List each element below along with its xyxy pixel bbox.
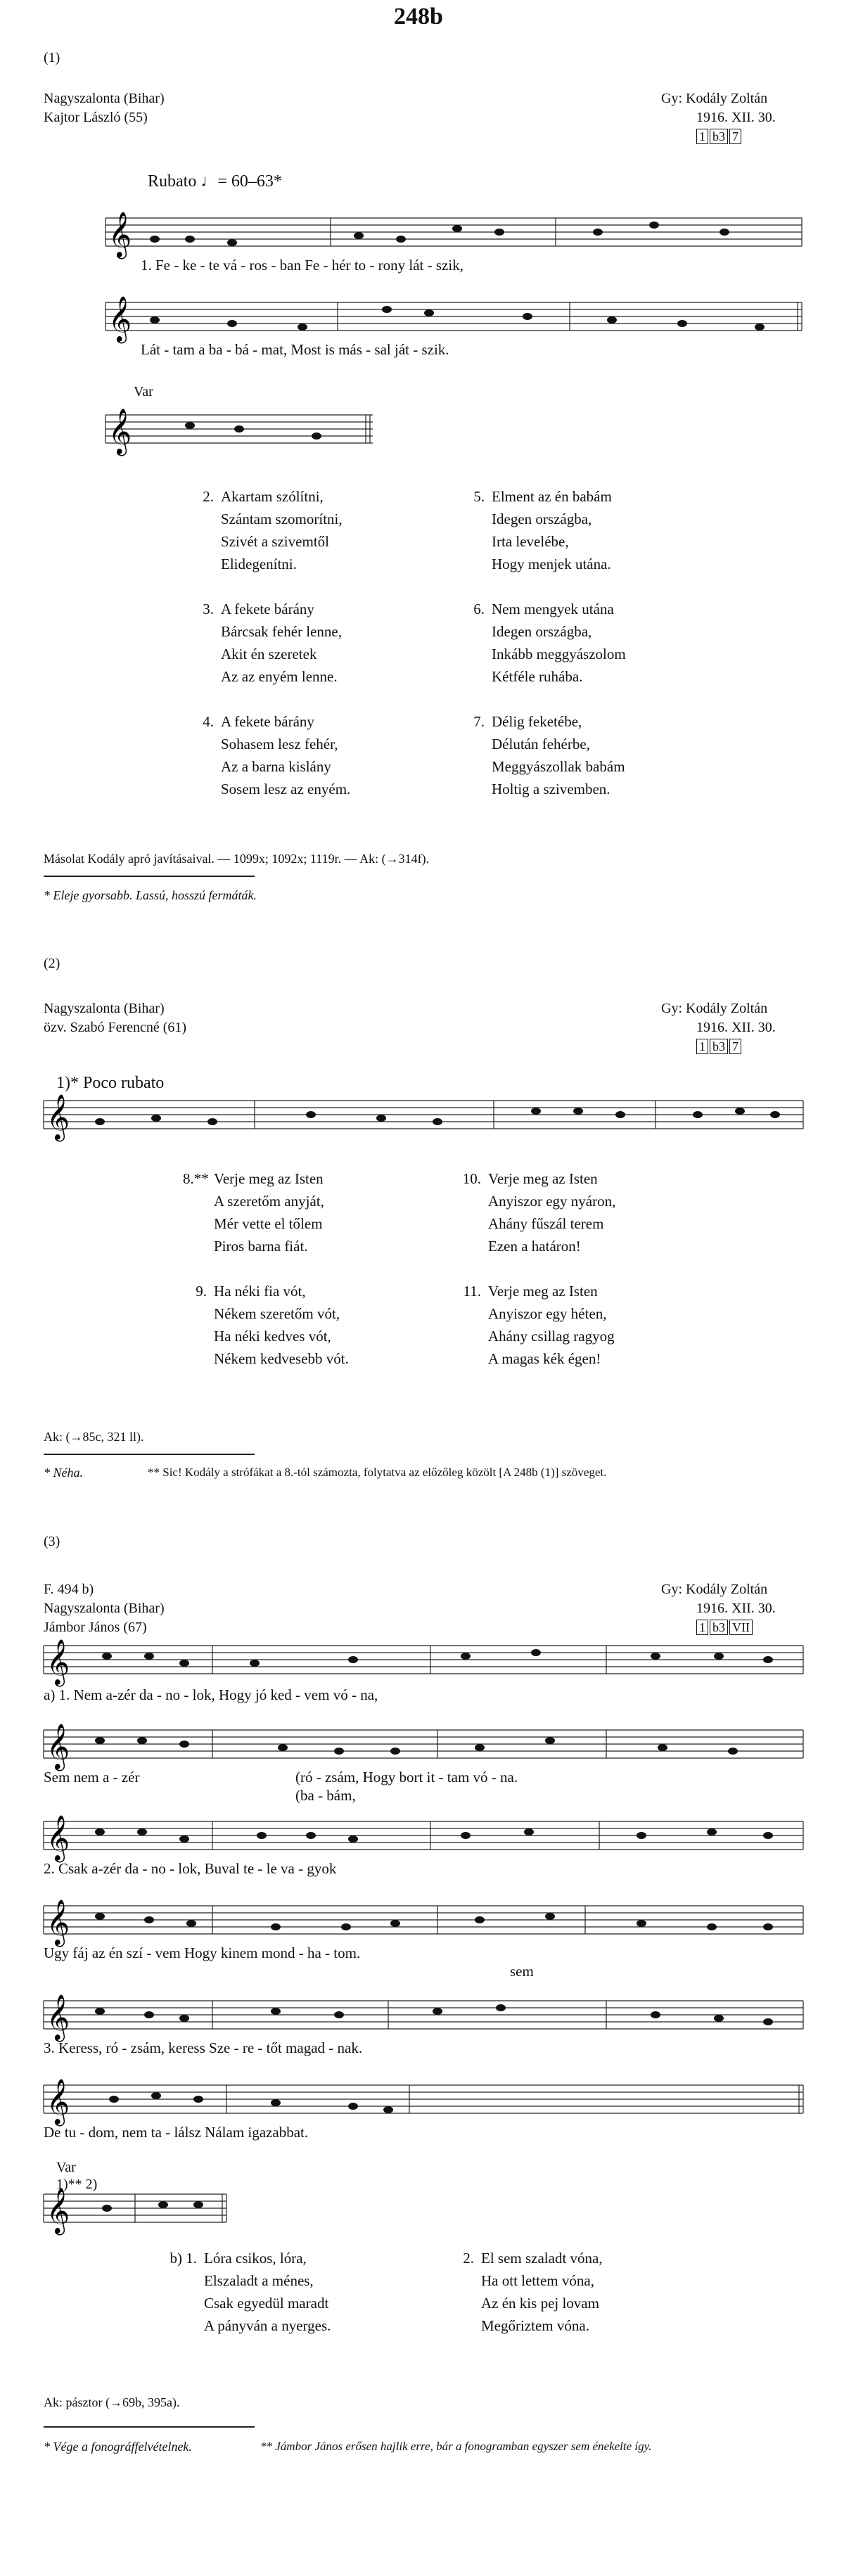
code-box: 1 (696, 1039, 708, 1054)
music-staff (106, 295, 802, 342)
code-box: 7 (729, 129, 741, 144)
verse: 6. Nem mengyek utána (473, 601, 614, 617)
date: 1916. XII. 30. (696, 110, 776, 125)
verse-column-right: 2. El sem szaladt vóna, Ha ott lettem vóna, Az én kis pej lovam Megőriztem vóna. (450, 2247, 603, 2337)
code-box: 1 (696, 129, 708, 144)
section-label: (2) (44, 956, 60, 971)
collector: Gy: Kodály Zoltán (661, 91, 768, 106)
reference: F. 494 b) (44, 1582, 94, 1597)
footnote: ** Jámbor János erősen hajlik erre, bár a fonogramban egyszer sem énekelte így. (260, 2440, 652, 2453)
svg-text:𝄞: 𝄞 (46, 1815, 70, 1861)
footnote: * Eleje gyorsabb. Lassú, hosszú fermáták. (44, 888, 257, 902)
verse-column-left: 2. Akartam szólítni, Szántam szomorítni, Szivét a szivemtől Elidegenítni. 3. A fekete bárány Bárcsak fehér lenne, Akit én szeretek Az az enyém lenne. 4. A fekete bárány Sohasem lesz fehér, Az a barna kislány Sosem lesz az enyém. (190, 485, 350, 800)
verse: 4. A fekete bárány (203, 713, 314, 730)
music-staff (44, 1814, 803, 1861)
footnote: ** Sic! Kodály a strófákat a 8.-tól számozta, folytatva az előzőleg közölt [A 248b (1)] szöveget. (148, 1466, 607, 1479)
verse: 10. Verje meg az Isten (462, 1170, 598, 1187)
code-box: b3 (710, 1039, 728, 1054)
date: 1916. XII. 30. (696, 1020, 776, 1035)
lyric-line: 2. Csak a-zér da - no - lok, Buval te - le va - gyok (44, 1860, 337, 1877)
tempo-marking: Rubato ♩= 60–63* (148, 172, 282, 191)
music-staff (44, 2078, 803, 2125)
page-number: 248b (394, 4, 443, 30)
lyric-line: (ba - bám, (295, 1787, 356, 1804)
lyric-line: 3. Keress, ró - zsám, keress Sze - re - tőt magad - nak. (44, 2039, 363, 2056)
svg-text:𝄞: 𝄞 (46, 1724, 70, 1769)
svg-text:𝄞: 𝄞 (46, 2188, 70, 2234)
verse: 2. Akartam szólítni, (203, 488, 324, 505)
verse: 8.** Verje meg az Isten (183, 1170, 324, 1187)
source-note: Ak: pásztor (→69b, 395a). (44, 2395, 180, 2409)
lyric-line: De tu - dom, nem ta - lálsz Nálam igazabbat. (44, 2124, 309, 2141)
music-staff (44, 1994, 803, 2040)
date: 1916. XII. 30. (696, 1601, 776, 1616)
svg-text:𝄞: 𝄞 (46, 2079, 70, 2125)
code-box: 7 (729, 1039, 741, 1054)
melody-codes (696, 1619, 754, 1636)
verse-column-right: 5. Elment az én babám Idegen országba, Irta levelébe, Hogy menjek utána. 6. Nem mengyek utána Idegen országba, Inkább meggyászolom Kétféle ruhába. 7. Délig feketébe, Délután fehérbe, Meggyászollak babám Holtig a szivemben. (461, 485, 626, 800)
verse: 9. Ha néki fia vót, (196, 1283, 306, 1300)
collector: Gy: Kodály Zoltán (661, 1001, 768, 1016)
verse: 2. El sem szaladt vóna, (463, 2250, 603, 2267)
place: Nagyszalonta (Bihar) (44, 1601, 165, 1616)
divider (44, 2426, 255, 2428)
lyric-line: 1. Fe - ke - te vá - ros - ban Fe - hér to - rony lát - szik, (141, 257, 463, 274)
collector: Gy: Kodály Zoltán (661, 1582, 768, 1597)
singer: özv. Szabó Ferencné (61) (44, 1020, 187, 1035)
verse: 7. Délig feketébe, (473, 713, 582, 730)
code-box: b3 (710, 129, 728, 144)
source-note: Ak: (→85c, 321 ll). (44, 1430, 144, 1444)
singer: Kajtor László (55) (44, 110, 148, 125)
music-staff (106, 211, 802, 257)
music-staff (44, 1723, 803, 1769)
lyric-line: sem (510, 1963, 534, 1980)
svg-text:𝄞: 𝄞 (46, 1094, 70, 1140)
lyric-line: Ugy fáj az én szí - vem Hogy kinem mond - ha - tom. (44, 1944, 361, 1961)
verse-column-left: 8.** Verje meg az Isten A szeretőm anyját, Mér vette el tőlem Piros barna fiát. 9. Ha néki fia vót, Nékem szeretőm vót, Ha néki kedves vót, Nékem kedvesebb vót. (183, 1167, 349, 1370)
divider (44, 1454, 255, 1455)
code-box: 1 (696, 1620, 708, 1635)
code-box: VII (729, 1620, 753, 1635)
footnote: * Vége a fonográffelvételnek. (44, 2440, 192, 2454)
section-label: (1) (44, 50, 60, 65)
verse: 11. Verje meg az Isten (463, 1283, 598, 1300)
singer: Jámbor János (67) (44, 1620, 147, 1635)
lyric-line: Sem nem a - zér (44, 1769, 140, 1786)
section-label: (3) (44, 1534, 60, 1549)
svg-text:𝄞: 𝄞 (46, 1899, 70, 1945)
source-note: Másolat Kodály apró javításaival. — 1099x; 1092x; 1119r. — Ak: (→314f). (44, 852, 430, 866)
variant-marks: 1)** 2) (56, 2177, 98, 2192)
verse: b) 1. Lóra csikos, lóra, (170, 2250, 307, 2267)
verse: 3. A fekete bárány (203, 601, 314, 617)
footnote: * Néha. (44, 1466, 83, 1480)
svg-text:𝄞: 𝄞 (46, 1639, 70, 1685)
melody-codes (696, 1038, 743, 1055)
svg-text:𝄞: 𝄞 (108, 409, 132, 454)
variant-label: Var (56, 2160, 76, 2175)
verse-column-right: 10. Verje meg az Isten Anyiszor egy nyáron, Ahány fűszál terem Ezen a határon! 11. Verje meg az Isten Anyiszor egy héten, Ahány csillag ragyog A magas kék égen! (457, 1167, 615, 1370)
quarter-note-icon: ♩ (200, 172, 218, 191)
melody-codes (696, 128, 743, 145)
tempo-marking: 1)* Poco rubato (56, 1074, 165, 1092)
lyric-line: Lát - tam a ba - bá - mat, Most is más - sal ját - szik. (141, 341, 449, 358)
svg-text:𝄞: 𝄞 (46, 1994, 70, 2040)
code-box: b3 (710, 1620, 728, 1635)
lyric-line: a) 1. Nem a-zér da - no - lok, Hogy jó ked - vem vó - na, (44, 1686, 378, 1703)
divider (44, 876, 255, 877)
music-staff (44, 1899, 803, 1945)
svg-text:𝄞: 𝄞 (108, 296, 132, 342)
verse-column-left: b) 1. Lóra csikos, lóra, Elszaladt a ménes, Csak egyedül maradt A pányván a nyerges. (162, 2247, 331, 2337)
place: Nagyszalonta (Bihar) (44, 1001, 165, 1016)
lyric-line: (ró - zsám, Hogy bort it - tam vó - na. (295, 1769, 518, 1786)
music-staff (44, 1639, 803, 1685)
music-staff (106, 408, 373, 454)
variant-label: Var (134, 384, 153, 399)
svg-text:𝄞: 𝄞 (108, 212, 132, 257)
place: Nagyszalonta (Bihar) (44, 91, 165, 106)
music-staff (44, 2187, 226, 2234)
music-staff (44, 1094, 803, 1140)
verse: 5. Elment az én babám (473, 488, 612, 505)
